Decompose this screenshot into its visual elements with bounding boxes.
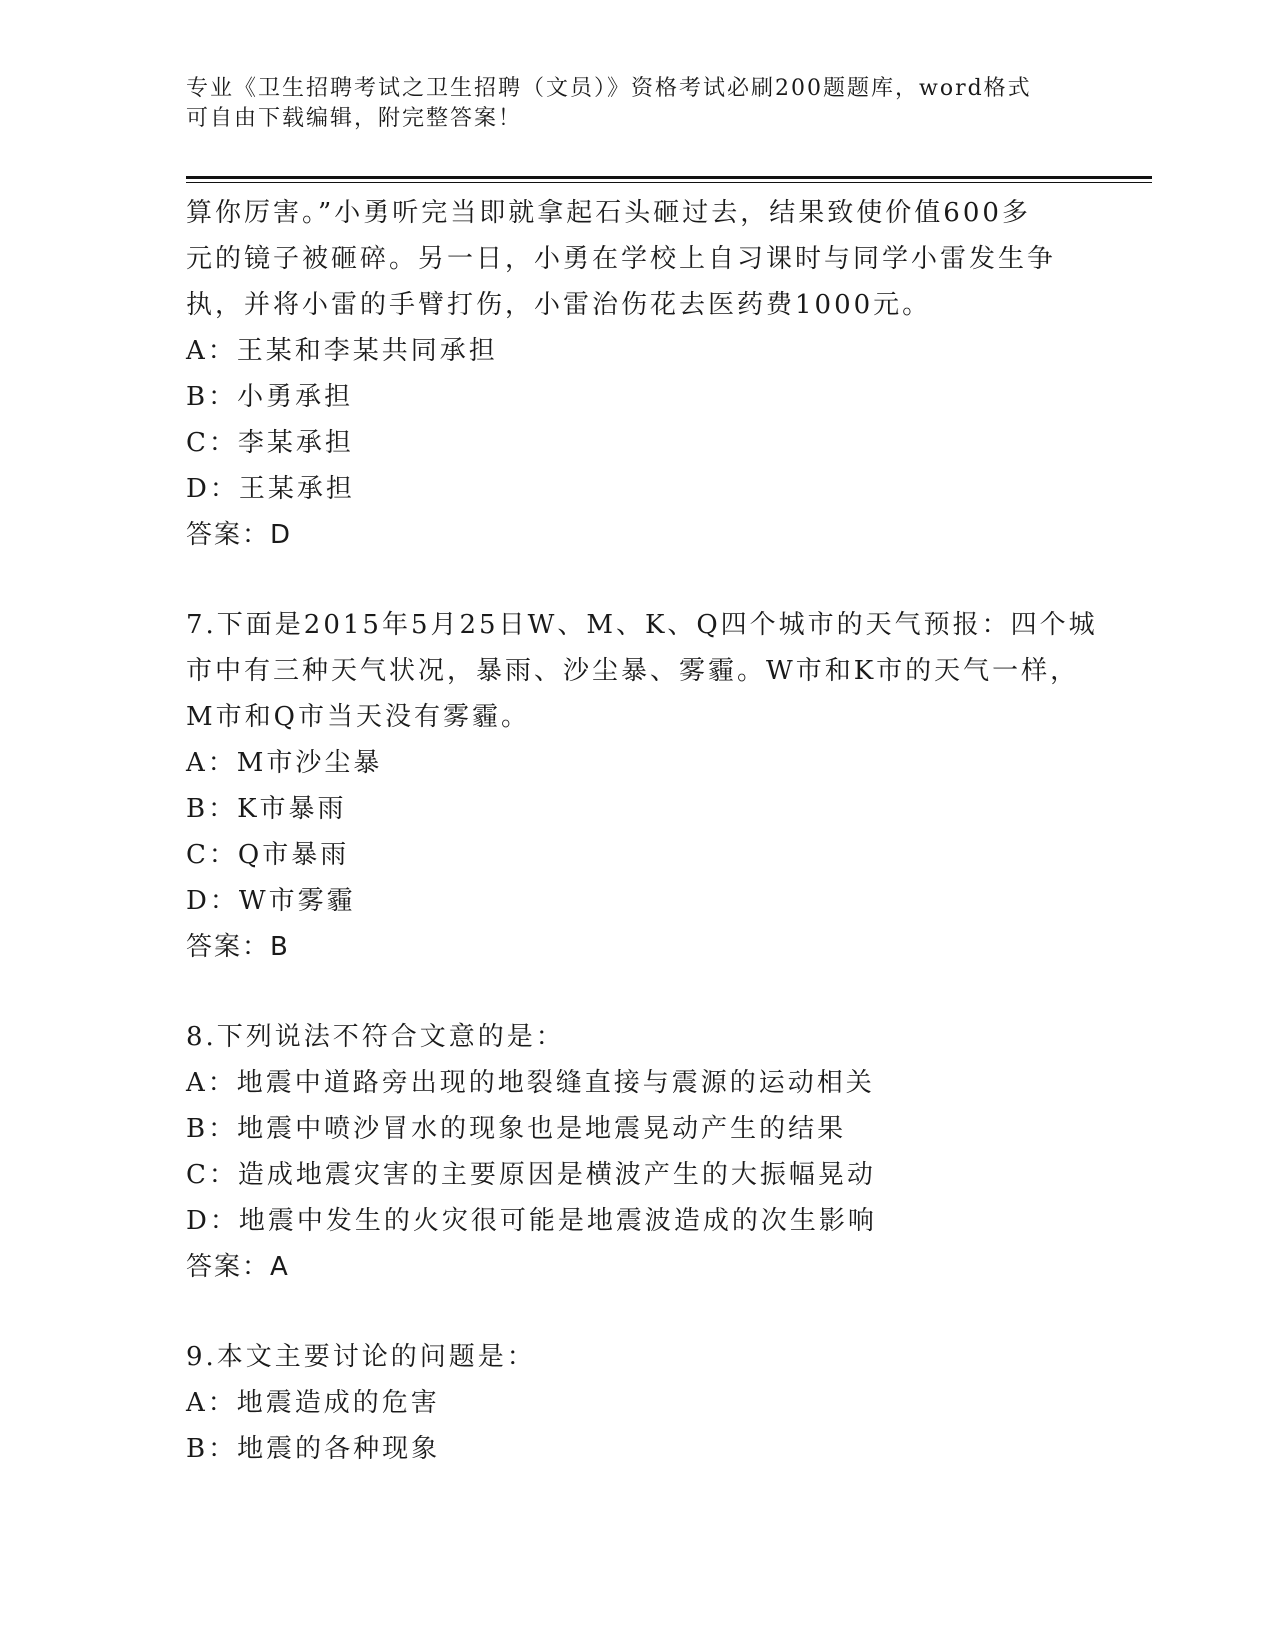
option-a: A：地震造成的危害: [186, 1388, 440, 1418]
answer-line: 答案：A: [186, 1252, 290, 1282]
option-d: D：W市雾霾: [186, 886, 356, 916]
option-a: A：地震中道路旁出现的地裂缝直接与震源的运动相关: [186, 1068, 875, 1098]
question-text-line: 元的镜子被砸碎。另一日，小勇在学校上自习课时与同学小雷发生争: [186, 244, 1057, 274]
option-d: D：地震中发生的火灾很可能是地震波造成的次生影响: [186, 1206, 877, 1236]
question-text-line: 市中有三种天气状况，暴雨、沙尘暴、雾霾。W市和K市的天气一样，: [186, 656, 1080, 686]
option-a: A：M市沙尘暴: [186, 748, 383, 778]
header-divider-thin: [186, 182, 1152, 183]
header-line-1: 专业《卫生招聘考试之卫生招聘（文员）》资格考试必刷200题题库，word格式: [186, 76, 1032, 101]
option-b: B：地震中喷沙冒水的现象也是地震晃动产生的结果: [186, 1114, 847, 1144]
header-line-2: 可自由下载编辑，附完整答案！: [186, 106, 523, 131]
option-b: B：小勇承担: [186, 382, 354, 412]
option-c: C：造成地震灾害的主要原因是横波产生的大振幅晃动: [186, 1160, 876, 1190]
question-7: [186, 602, 1106, 970]
option-a: A：王某和李某共同承担: [186, 336, 498, 366]
question-text-line: 算你厉害。”小勇听完当即就拿起石头砸过去，结果致使价值600多: [186, 198, 1031, 228]
answer-line: 答案：D: [186, 520, 293, 550]
header-divider-thick: [186, 176, 1152, 179]
option-b: B：地震的各种现象: [186, 1434, 441, 1464]
document-body: [186, 190, 1106, 1472]
question-text-line: 执，并将小雷的手臂打伤，小雷治伤花去医药费1000元。: [186, 290, 932, 320]
page-header: [186, 74, 1086, 134]
question-text-line: M市和Q市当天没有雾霾。: [186, 702, 530, 732]
question-text-line: 7.下面是2015年5月25日W、M、K、Q四个城市的天气预报：四个城: [186, 610, 1098, 640]
question-8: [186, 1014, 1106, 1290]
option-b: B：K市暴雨: [186, 794, 347, 824]
question-text-line: 8.下列说法不符合文意的是：: [186, 1022, 565, 1052]
question-text-line: 9.本文主要讨论的问题是：: [186, 1342, 536, 1372]
option-c: C：Q市暴雨: [186, 840, 350, 870]
option-c: C：李某承担: [186, 428, 354, 458]
question-9: [186, 1334, 1106, 1472]
answer-line: 答案：B: [186, 932, 290, 962]
question-6-continuation: [186, 190, 1106, 558]
option-d: D：王某承担: [186, 474, 355, 504]
